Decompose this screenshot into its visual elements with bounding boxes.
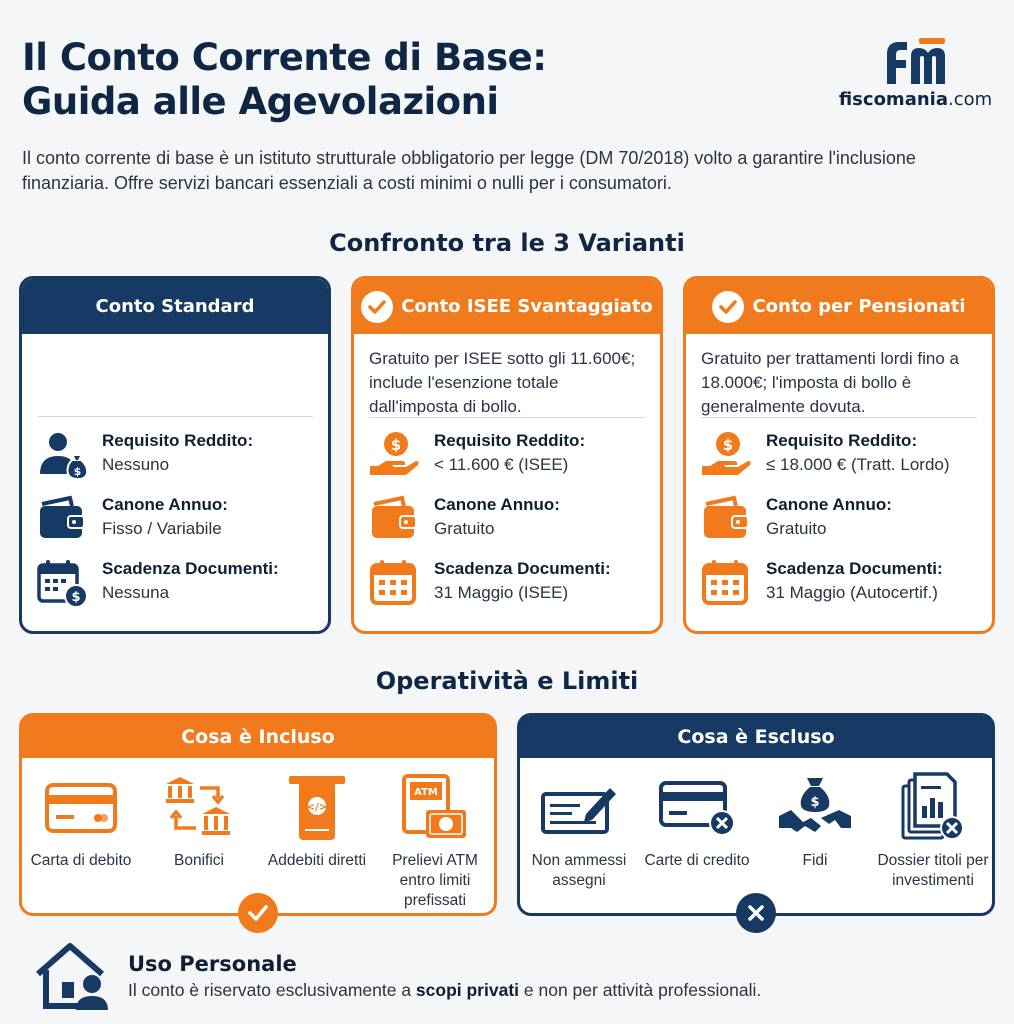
svg-text:$: $: [71, 590, 81, 605]
row-requisito-reddito: [36, 428, 326, 484]
value-scadenza-documenti: 31 Maggio (Autocertif.): [766, 583, 938, 602]
excluded-item-carte-credito: [641, 768, 753, 891]
card-conto-standard: [19, 276, 331, 634]
excluded-item-dossier-titoli: [877, 768, 989, 891]
row-scadenza-documenti: [368, 556, 658, 612]
label-canone-annuo: Canone Annuo:: [766, 495, 892, 514]
excluded-box: [517, 713, 995, 916]
excluded-item-fidi: [759, 768, 871, 891]
fiscomania-logo[interactable]: [833, 36, 998, 114]
row-canone-annuo: [700, 492, 990, 548]
atm-label: ATM: [414, 787, 438, 798]
excluded-items: [520, 768, 992, 891]
personal-use-text-end: e non per attività professionali.: [519, 980, 762, 1000]
row-canone-annuo: [368, 492, 658, 548]
included-box: [19, 713, 497, 916]
value-requisito-reddito: Nessuno: [102, 455, 170, 474]
logo-wordmark: [833, 89, 998, 110]
card-title: Conto per Pensionati: [752, 296, 966, 317]
divider: [37, 416, 313, 417]
value-canone-annuo: Gratuito: [434, 519, 495, 538]
svg-text:</>: </>: [306, 802, 328, 813]
svg-text:$: $: [722, 436, 734, 454]
check-icon: [712, 291, 744, 323]
included-item-prelievi-atm: [379, 768, 491, 911]
item-label: Dossier titoli per investimenti: [877, 852, 989, 889]
personal-use-text-bold: scopi privati: [415, 980, 520, 1000]
check-badge-icon: [238, 893, 278, 933]
item-label: Addebiti diretti: [267, 852, 367, 869]
atm-cash-icon: [400, 772, 470, 844]
label-scadenza-documenti: Scadenza Documenti:: [766, 559, 943, 578]
card-title: Conto Standard: [95, 296, 255, 317]
calendar-icon: [700, 558, 752, 608]
label-canone-annuo: Canone Annuo:: [434, 495, 560, 514]
label-scadenza-documenti: Scadenza Documenti:: [102, 559, 279, 578]
wallet-icon: [368, 494, 420, 544]
value-canone-annuo: Gratuito: [766, 519, 827, 538]
included-item-bonifici: [143, 768, 255, 911]
card-title: Conto ISEE Svantaggiato: [401, 296, 653, 317]
wallet-icon: [700, 494, 752, 544]
document-chart-x-icon: [899, 772, 967, 844]
row-scadenza-documenti: [36, 556, 326, 612]
label-requisito-reddito: Requisito Reddito:: [434, 431, 586, 450]
row-canone-annuo: [36, 492, 326, 548]
value-canone-annuo: Fisso / Variabile: [102, 519, 222, 538]
item-label: Prelievi ATM entro limiti prefissati: [392, 852, 478, 909]
row-requisito-reddito: [368, 428, 658, 484]
comparison-title: Confronto tra le 3 Varianti: [329, 229, 685, 257]
logo-domain: .com: [947, 89, 993, 110]
personal-use-title: Uso Personale: [128, 952, 297, 976]
card-header: [22, 279, 328, 334]
item-label: Carta di debito: [30, 852, 132, 869]
value-scadenza-documenti: 31 Maggio (ISEE): [434, 583, 569, 602]
bank-transfer-icon: [162, 774, 236, 842]
money-bag-handshake-icon: [777, 774, 853, 842]
page-title: [22, 36, 547, 124]
label-canone-annuo: Canone Annuo:: [102, 495, 228, 514]
card-header: [354, 279, 660, 334]
divider: [369, 417, 645, 418]
svg-text:$: $: [73, 465, 82, 478]
hand-coin-icon: [368, 430, 420, 480]
credit-card-x-icon: [658, 777, 736, 839]
item-label: Carte di credito: [644, 852, 750, 869]
included-item-addebiti: [261, 768, 373, 911]
included-header: Cosa è Incluso: [22, 716, 494, 758]
card-description: Gratuito per ISEE sotto gli 11.600€; include l'esenzione totale dall'imposta di bollo.: [369, 349, 636, 416]
row-requisito-reddito: [700, 428, 990, 484]
included-items: [22, 768, 494, 911]
cheque-pen-icon: [540, 780, 618, 836]
card-conto-pensionati: [683, 276, 995, 634]
calendar-money-icon: [36, 558, 88, 608]
row-scadenza-documenti: [700, 556, 990, 612]
house-user-icon: [34, 940, 114, 1012]
value-scadenza-documenti: Nessuna: [102, 583, 170, 602]
included-item-carta-debito: [25, 768, 137, 911]
users-money-icon: [36, 430, 88, 480]
logo-brand: fiscomania: [838, 89, 948, 110]
label-scadenza-documenti: Scadenza Documenti:: [434, 559, 611, 578]
item-label: Non ammessi assegni: [531, 852, 627, 889]
item-label: Fidi: [802, 852, 828, 869]
credit-card-icon: [44, 782, 118, 834]
close-icon: [736, 893, 776, 933]
intro-text: Il conto corrente di base è un istituto strutturale obbligatorio per legge (DM 70/2018) volto a garantire l'inclusione finanziaria. Offre servizi bancari essenziali a costi minimi o nulli per i consumatori.: [22, 148, 916, 193]
fiscomania-logo-mark-icon: [881, 36, 951, 86]
title-line-2: Guida alle Agevolazioni: [22, 80, 499, 123]
check-icon: [361, 291, 393, 323]
calendar-icon: [368, 558, 420, 608]
personal-use-text: [128, 980, 761, 1001]
hand-coin-icon: [700, 430, 752, 480]
title-line-1: Il Conto Corrente di Base:: [22, 36, 547, 79]
svg-text:$: $: [810, 795, 820, 810]
card-header: [686, 279, 992, 334]
value-requisito-reddito: < 11.600 € (ISEE): [434, 455, 569, 474]
wallet-icon: [36, 494, 88, 544]
operations-title: Operatività e Limiti: [375, 667, 639, 695]
direct-debit-icon: [287, 772, 347, 844]
excluded-item-assegni: [523, 768, 635, 891]
card-description: Gratuito per trattamenti lordi fino a 18.000€; l'imposta di bollo è generalmente dovuta.: [701, 349, 959, 416]
label-requisito-reddito: Requisito Reddito:: [102, 431, 254, 450]
excluded-header: Cosa è Escluso: [520, 716, 992, 758]
value-requisito-reddito: ≤ 18.000 € (Tratt. Lordo): [766, 455, 950, 474]
card-conto-isee: [351, 276, 663, 634]
personal-use-text-start: Il conto è riservato esclusivamente a: [128, 980, 416, 1000]
svg-text:$: $: [390, 436, 402, 454]
divider: [701, 417, 977, 418]
item-label: Bonifici: [174, 852, 224, 869]
label-requisito-reddito: Requisito Reddito:: [766, 431, 918, 450]
